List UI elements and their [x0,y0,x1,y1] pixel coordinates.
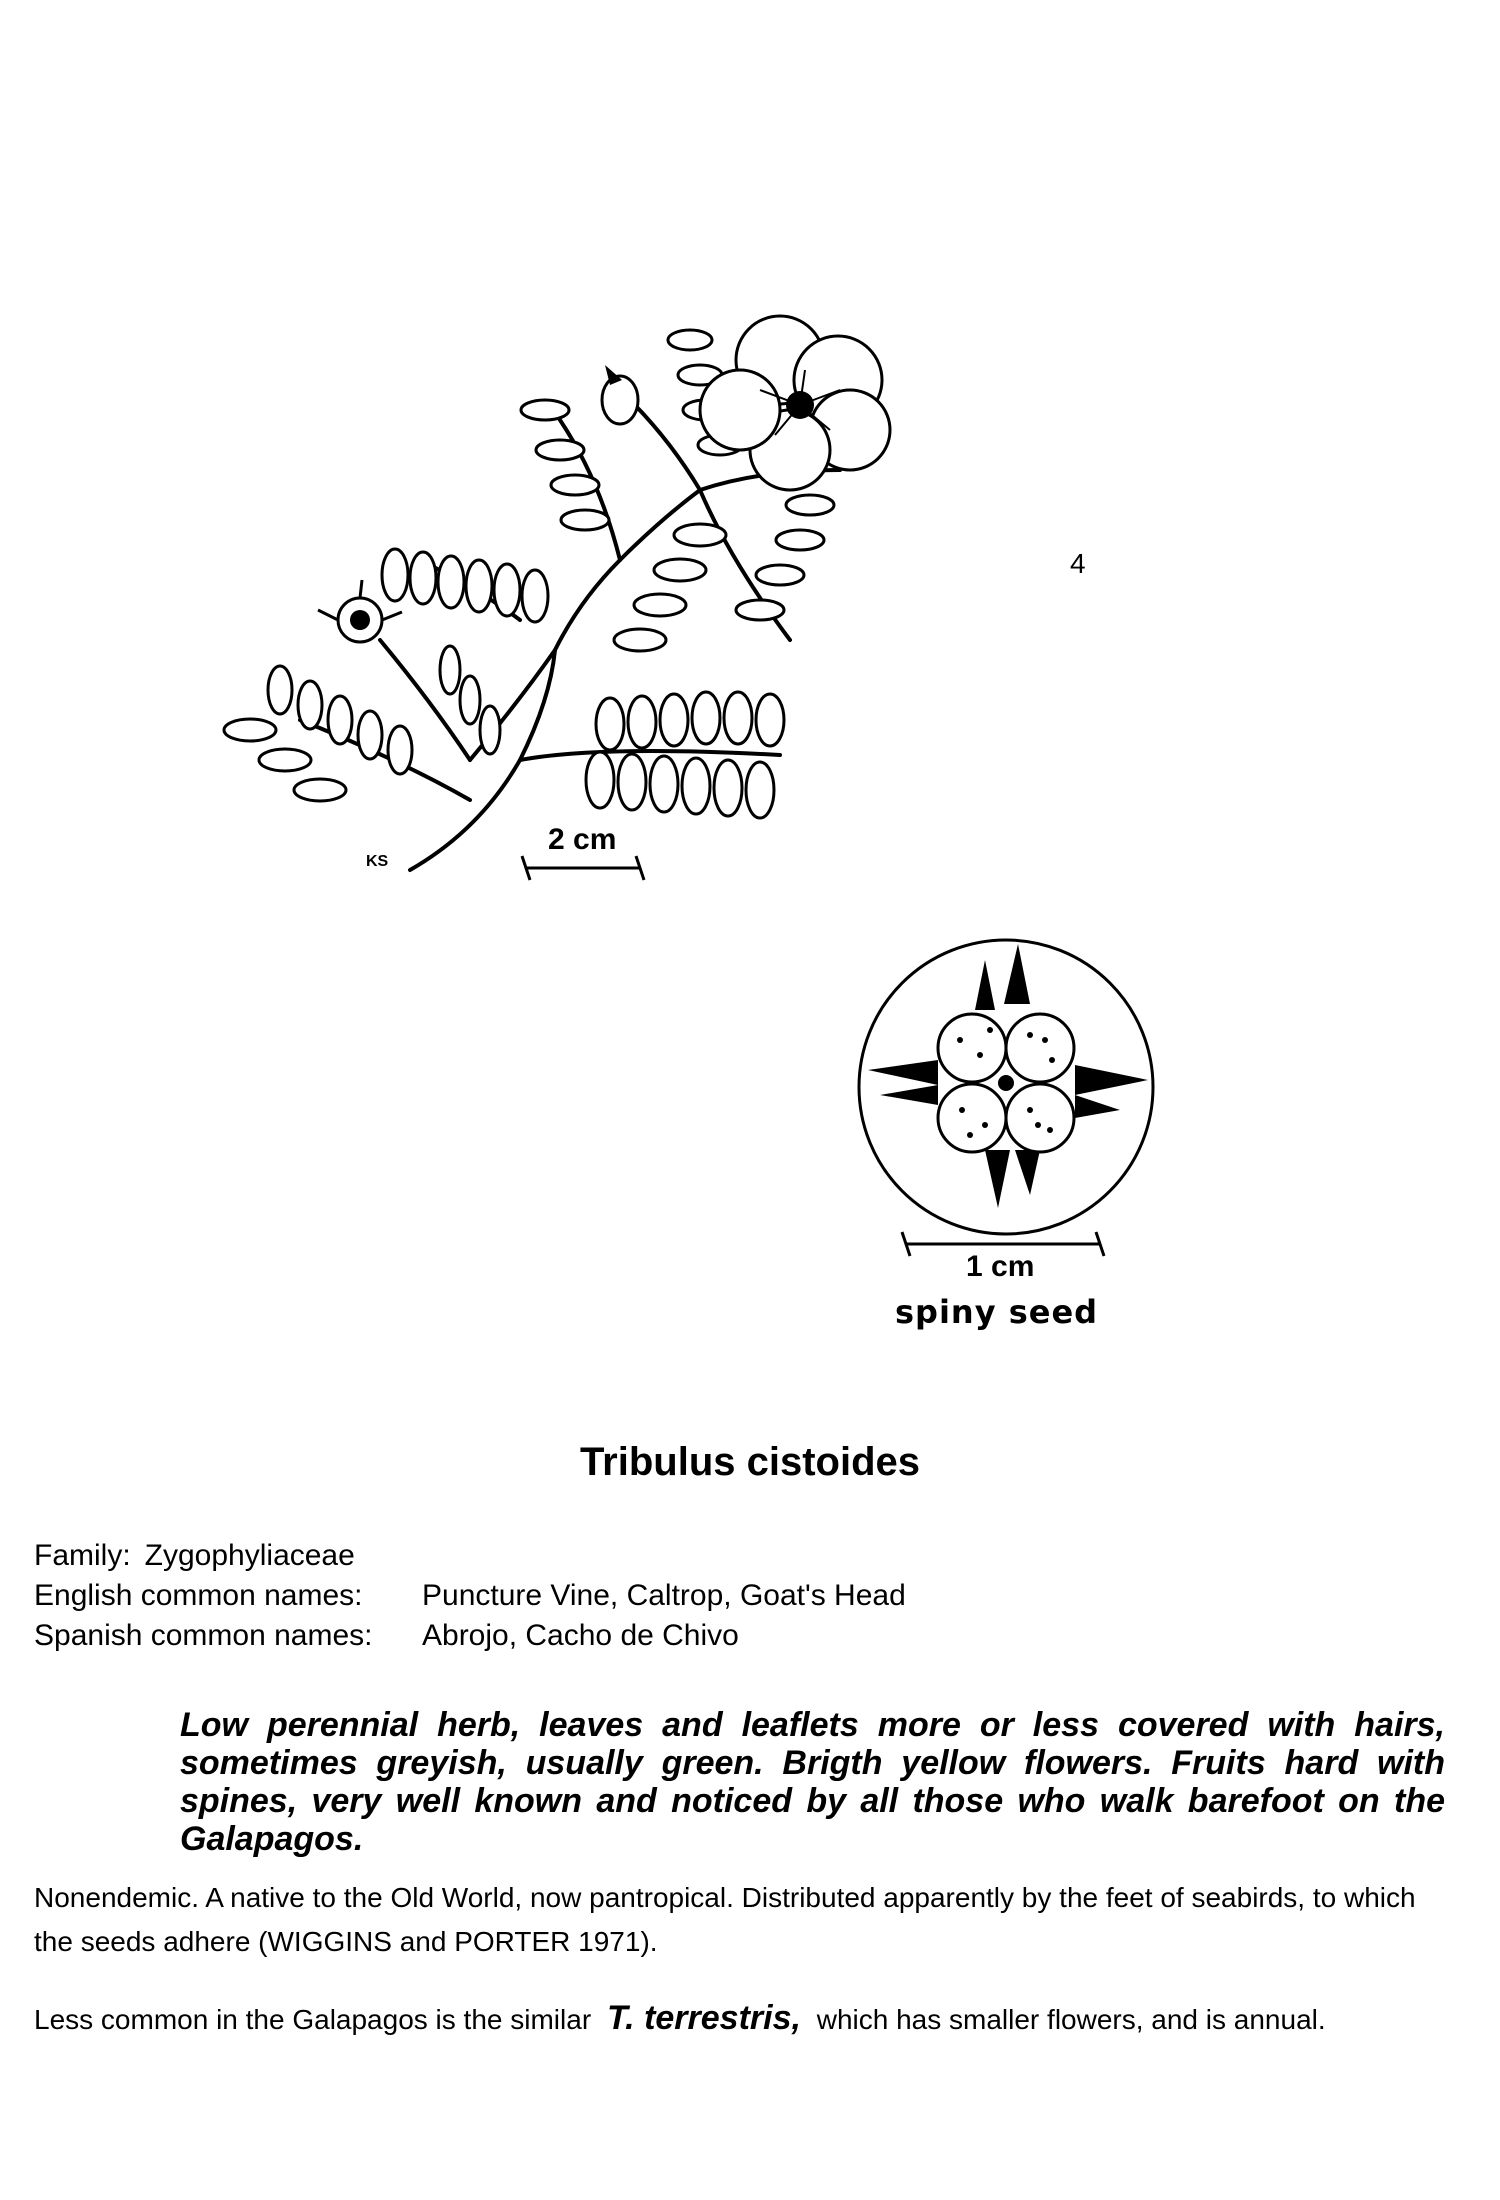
branch-scale-bar [522,856,644,880]
seed-caption: spiny seed [895,1293,1099,1331]
similar-species-text-after: which has smaller flowers, and is annual. [816,2004,1326,2035]
english-names-value: Puncture Vine, Caltrop, Goat's Head [422,1579,906,1612]
english-names-label: English common names: [34,1579,363,1612]
spanish-names-value: Abrojo, Cacho de Chivo [422,1619,739,1652]
species-title: Tribulus cistoides [579,1440,921,1484]
family-row [34,1536,906,1576]
english-names-row [34,1576,906,1616]
spanish-names-row [34,1616,906,1656]
species-facts [34,1536,906,1656]
seed-drawing [859,940,1153,1234]
flower [700,316,890,490]
branch-scale-label: 2 cm [548,823,617,856]
seed-scale-label: 1 cm [966,1250,1035,1283]
family-label: Family: [34,1539,131,1572]
artist-initials: KS [366,853,389,870]
family-value: Zygophyliaceae [144,1539,355,1572]
similar-species-name: T. terrestris, [606,1999,801,2037]
spanish-names-label: Spanish common names: [34,1619,373,1652]
similar-species-paragraph [34,1998,1474,2040]
page-number: 4 [1070,548,1086,579]
similar-species-text-before: Less common in the Galapagos is the similar [34,2004,592,2035]
distribution-paragraph: Nonendemic. A native to the Old World, now pantropical. Distributed apparently by the feet of seabirds, to which the seeds adhere (WIGGINS and PORTER 1971). [34,1882,1416,1957]
species-description: Low perennial herb, leaves and leaflets more or less covered with hairs, sometimes greyish, usually green. Brigth yellow flowers. Fruits hard with spines, very well known and noticed by all those who walk barefoot on the Galapagos. [180,1706,1445,1858]
